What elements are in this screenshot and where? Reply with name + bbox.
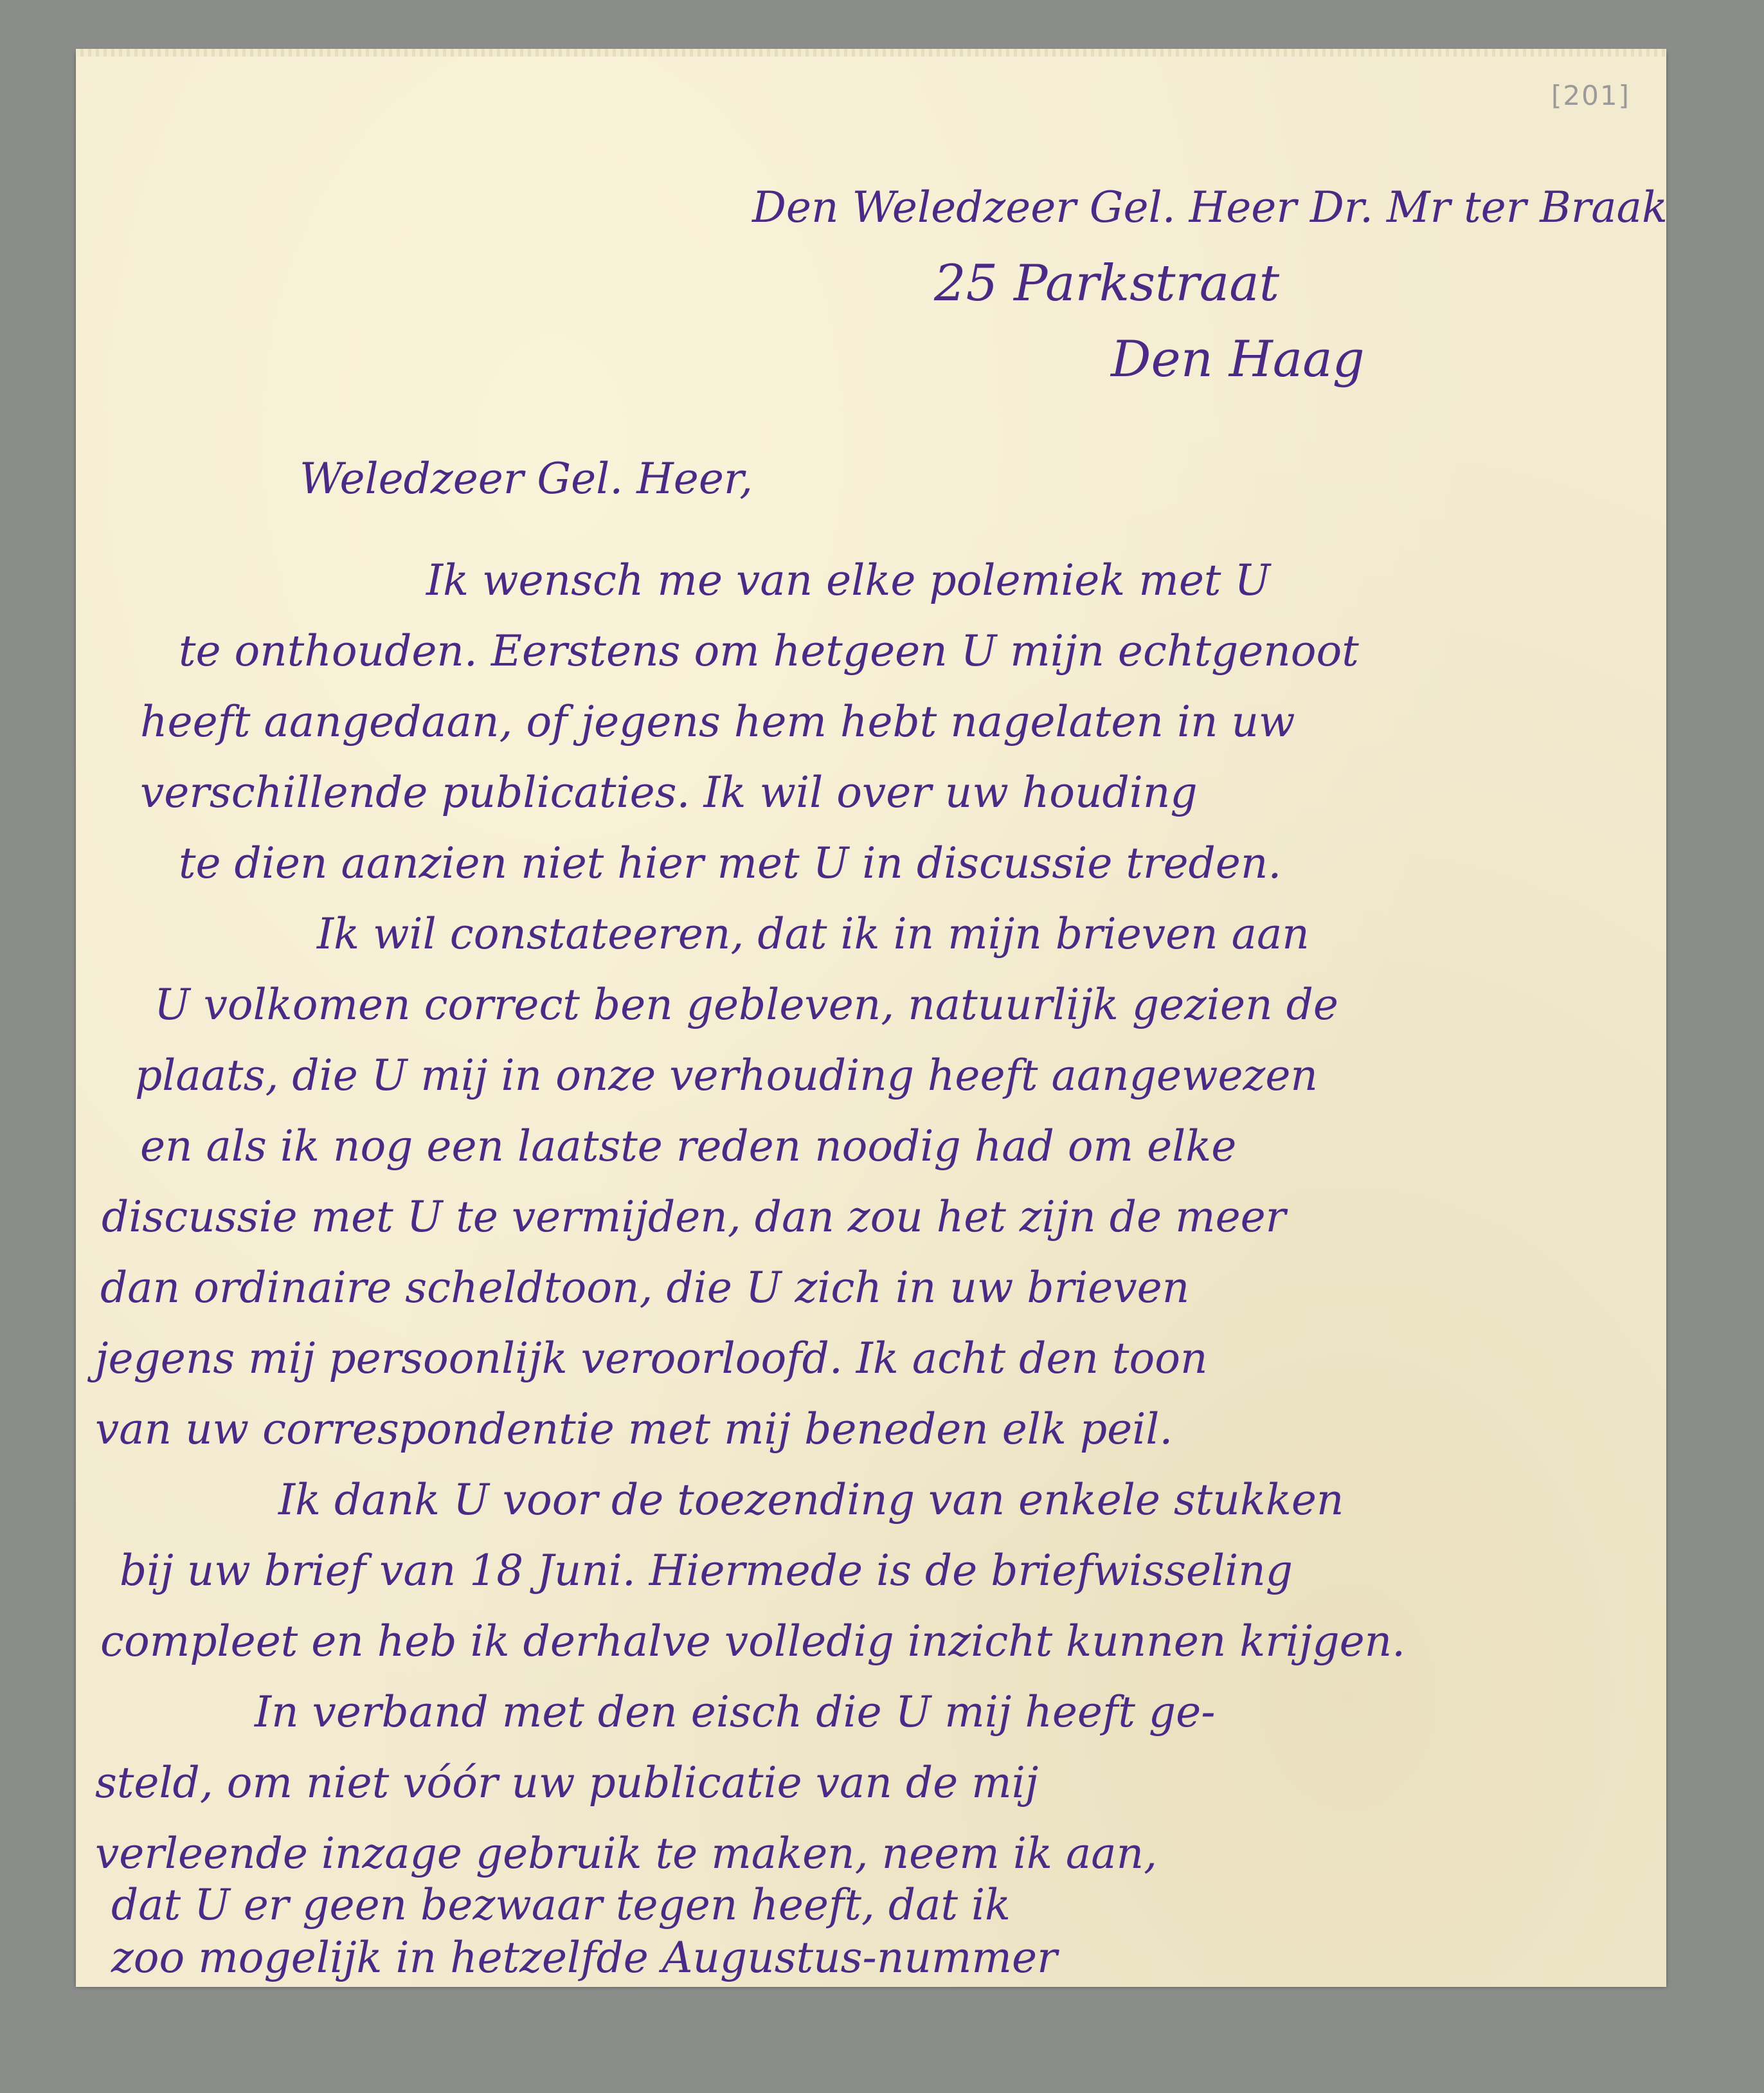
- body-line-15: bij uw brief van 18 Juni. Hiermede is de briefwisseling: [120, 1546, 1293, 1595]
- body-line-1: Ik wensch me van elke polemiek met U: [426, 556, 1271, 605]
- body-line-18: steld, om niet vóór uw publicatie van de mij: [95, 1758, 1039, 1808]
- address-line-1: Den Weledzeer Gel. Heer Dr. Mr ter Braak: [752, 183, 1668, 232]
- body-line-11: dan ordinaire scheldtoon, die U zich in uw brieven: [100, 1263, 1190, 1312]
- body-line-6: Ik wil constateeren, dat ik in mijn brieven aan: [317, 909, 1310, 959]
- body-line-7: U volkomen correct ben gebleven, natuurlijk gezien de: [154, 980, 1338, 1029]
- body-line-13: van uw correspondentie met mij beneden elk peil.: [95, 1404, 1173, 1454]
- body-line-14: Ik dank U voor de toezending van enkele stukken: [278, 1475, 1344, 1525]
- body-line-4: verschillende publicaties. Ik wil over uw houding: [140, 768, 1198, 817]
- body-line-2: te onthouden. Eerstens om hetgeen U mijn echtgenoot: [179, 626, 1359, 676]
- body-line-19: verleende inzage gebruik te maken, neem ik aan,: [95, 1829, 1158, 1878]
- salutation: Weledzeer Gel. Heer,: [300, 454, 753, 503]
- body-line-20: dat U er geen bezwaar tegen heeft, dat ik: [111, 1880, 1011, 1930]
- body-line-8: plaats, die U mij in onze verhouding heeft aangewezen: [135, 1051, 1318, 1100]
- body-line-5: te dien aanzien niet hier met U in discussie treden.: [179, 838, 1282, 888]
- body-line-12: jegens mij persoonlijk veroorloofd. Ik acht den toon: [95, 1334, 1208, 1383]
- letter-page: [76, 53, 1666, 1987]
- address-line-2: 25 Parkstraat: [934, 255, 1280, 313]
- body-line-17: In verband met den eisch die U mij heeft ge-: [255, 1687, 1216, 1737]
- body-line-9: en als ik nog een laatste reden noodig had om elke: [140, 1121, 1237, 1171]
- body-line-21: zoo mogelijk in hetzelfde Augustus-nummer: [111, 1933, 1058, 1982]
- archive-number: [201]: [1551, 80, 1630, 111]
- body-line-3: heeft aangedaan, of jegens hem hebt nagelaten in uw: [140, 697, 1295, 747]
- body-line-16: compleet en heb ik derhalve volledig inzicht kunnen krijgen.: [100, 1617, 1406, 1666]
- body-line-10: discussie met U te vermijden, dan zou het zijn de meer: [102, 1192, 1286, 1242]
- address-line-3: Den Haag: [1111, 331, 1365, 388]
